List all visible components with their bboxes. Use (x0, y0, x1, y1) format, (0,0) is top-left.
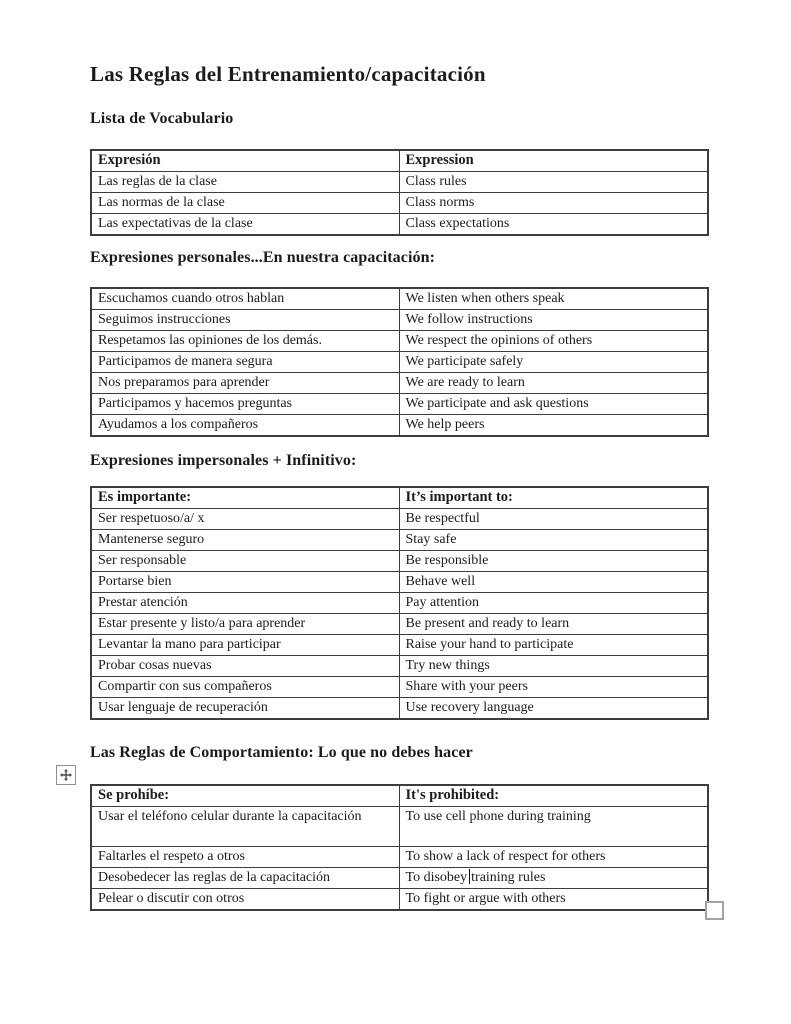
section-heading-reglas-comportamiento: Las Reglas de Comportamiento: Lo que no debes hacer (90, 744, 473, 761)
table-cell: Nos preparamos para aprender (91, 373, 399, 394)
table-row (91, 868, 708, 889)
table-cell: Participamos de manera segura (91, 352, 399, 373)
table-cell-with-cursor[interactable] (399, 868, 708, 889)
table-cell: Seguimos instrucciones (91, 310, 399, 331)
table-cell: Las normas de la clase (91, 193, 399, 214)
table-header-row (91, 487, 708, 509)
impersonal-expressions-table (90, 486, 709, 720)
table-cell: We follow instructions (399, 310, 708, 331)
table-row (91, 889, 708, 911)
table-cell: To fight or argue with others (399, 889, 708, 911)
table-row (91, 614, 708, 635)
table-cell: Class norms (399, 193, 708, 214)
table-cell: Share with your peers (399, 677, 708, 698)
table-cell: Raise your hand to participate (399, 635, 708, 656)
table-row (91, 373, 708, 394)
table-cell: Try new things (399, 656, 708, 677)
table-cell: Ser responsable (91, 551, 399, 572)
table-row (91, 635, 708, 656)
table-cell: Mantenerse seguro (91, 530, 399, 551)
table-header-cell: Expression (399, 150, 708, 172)
table-cell: Probar cosas nuevas (91, 656, 399, 677)
table-cell: We participate safely (399, 352, 708, 373)
table-cell: Usar el teléfono celular durante la capacitación (91, 807, 399, 847)
table-cell: We participate and ask questions (399, 394, 708, 415)
table-cell: Compartir con sus compañeros (91, 677, 399, 698)
table-header-cell: Se prohíbe: (91, 785, 399, 807)
table-header-cell: It's prohibited: (399, 785, 708, 807)
table-row (91, 593, 708, 614)
table-row (91, 509, 708, 530)
move-icon (59, 768, 73, 782)
table-row (91, 288, 708, 310)
table-cell: Be present and ready to learn (399, 614, 708, 635)
table-cell: Participamos y hacemos preguntas (91, 394, 399, 415)
table-cell: Las reglas de la clase (91, 172, 399, 193)
page-title: Las Reglas del Entrenamiento/capacitación (90, 62, 486, 86)
table-cell: Faltarles el respeto a otros (91, 847, 399, 868)
table-cell: Estar presente y listo/a para aprender (91, 614, 399, 635)
table-row (91, 551, 708, 572)
table-cell: Portarse bien (91, 572, 399, 593)
table-row (91, 394, 708, 415)
table-row (91, 415, 708, 437)
table-row (91, 677, 708, 698)
table-cell: Behave well (399, 572, 708, 593)
table-cell: Class expectations (399, 214, 708, 236)
vocab-table (90, 149, 709, 236)
table-resize-handle[interactable] (705, 901, 724, 920)
table-cell: We help peers (399, 415, 708, 437)
table-row (91, 214, 708, 236)
table-cell: To show a lack of respect for others (399, 847, 708, 868)
table-cell: We respect the opinions of others (399, 331, 708, 352)
table-header-row (91, 785, 708, 807)
personal-expressions-table (90, 287, 709, 437)
table-row (91, 698, 708, 720)
table-cell: We listen when others speak (399, 288, 708, 310)
text-after-cursor: training rules (471, 870, 546, 885)
section-heading-expresiones-impersonales: Expresiones impersonales + Infinitivo: (90, 452, 357, 469)
section-heading-expresiones-personales: Expresiones personales...En nuestra capacitación: (90, 249, 436, 266)
table-cell: To use cell phone during training (399, 807, 708, 847)
table-move-handle[interactable] (56, 765, 76, 785)
table-cell: Use recovery language (399, 698, 708, 720)
table-header-cell: Es importante: (91, 487, 399, 509)
table-cell: Be responsible (399, 551, 708, 572)
prohibited-table (90, 784, 709, 911)
table-cell: Pay attention (399, 593, 708, 614)
table-cell: Respetamos las opiniones de los demás. (91, 331, 399, 352)
table-cell: Levantar la mano para participar (91, 635, 399, 656)
table-row (91, 572, 708, 593)
table-cell: Be respectful (399, 509, 708, 530)
table-header-cell: It’s important to: (399, 487, 708, 509)
text-before-cursor: To disobey (405, 870, 468, 885)
table-cell: Ser respetuoso/a/ x (91, 509, 399, 530)
table-row (91, 331, 708, 352)
table-cell: Desobedecer las reglas de la capacitación (91, 868, 399, 889)
table-row (91, 656, 708, 677)
table-row (91, 310, 708, 331)
table-cell: Usar lenguaje de recuperación (91, 698, 399, 720)
table-cell: Prestar atención (91, 593, 399, 614)
section-heading-vocabulario: Lista de Vocabulario (90, 110, 234, 127)
table-row (91, 807, 708, 847)
table-header-row (91, 150, 708, 172)
table-cell: Stay safe (399, 530, 708, 551)
table-row (91, 172, 708, 193)
table-cell: Pelear o discutir con otros (91, 889, 399, 911)
table-row (91, 530, 708, 551)
table-row (91, 193, 708, 214)
table-cell: Escuchamos cuando otros hablan (91, 288, 399, 310)
table-row (91, 847, 708, 868)
table-cell: We are ready to learn (399, 373, 708, 394)
table-cell: Class rules (399, 172, 708, 193)
table-cell: Las expectativas de la clase (91, 214, 399, 236)
table-cell: Ayudamos a los compañeros (91, 415, 399, 437)
table-row (91, 352, 708, 373)
text-cursor (469, 869, 470, 884)
table-header-cell: Expresión (91, 150, 399, 172)
